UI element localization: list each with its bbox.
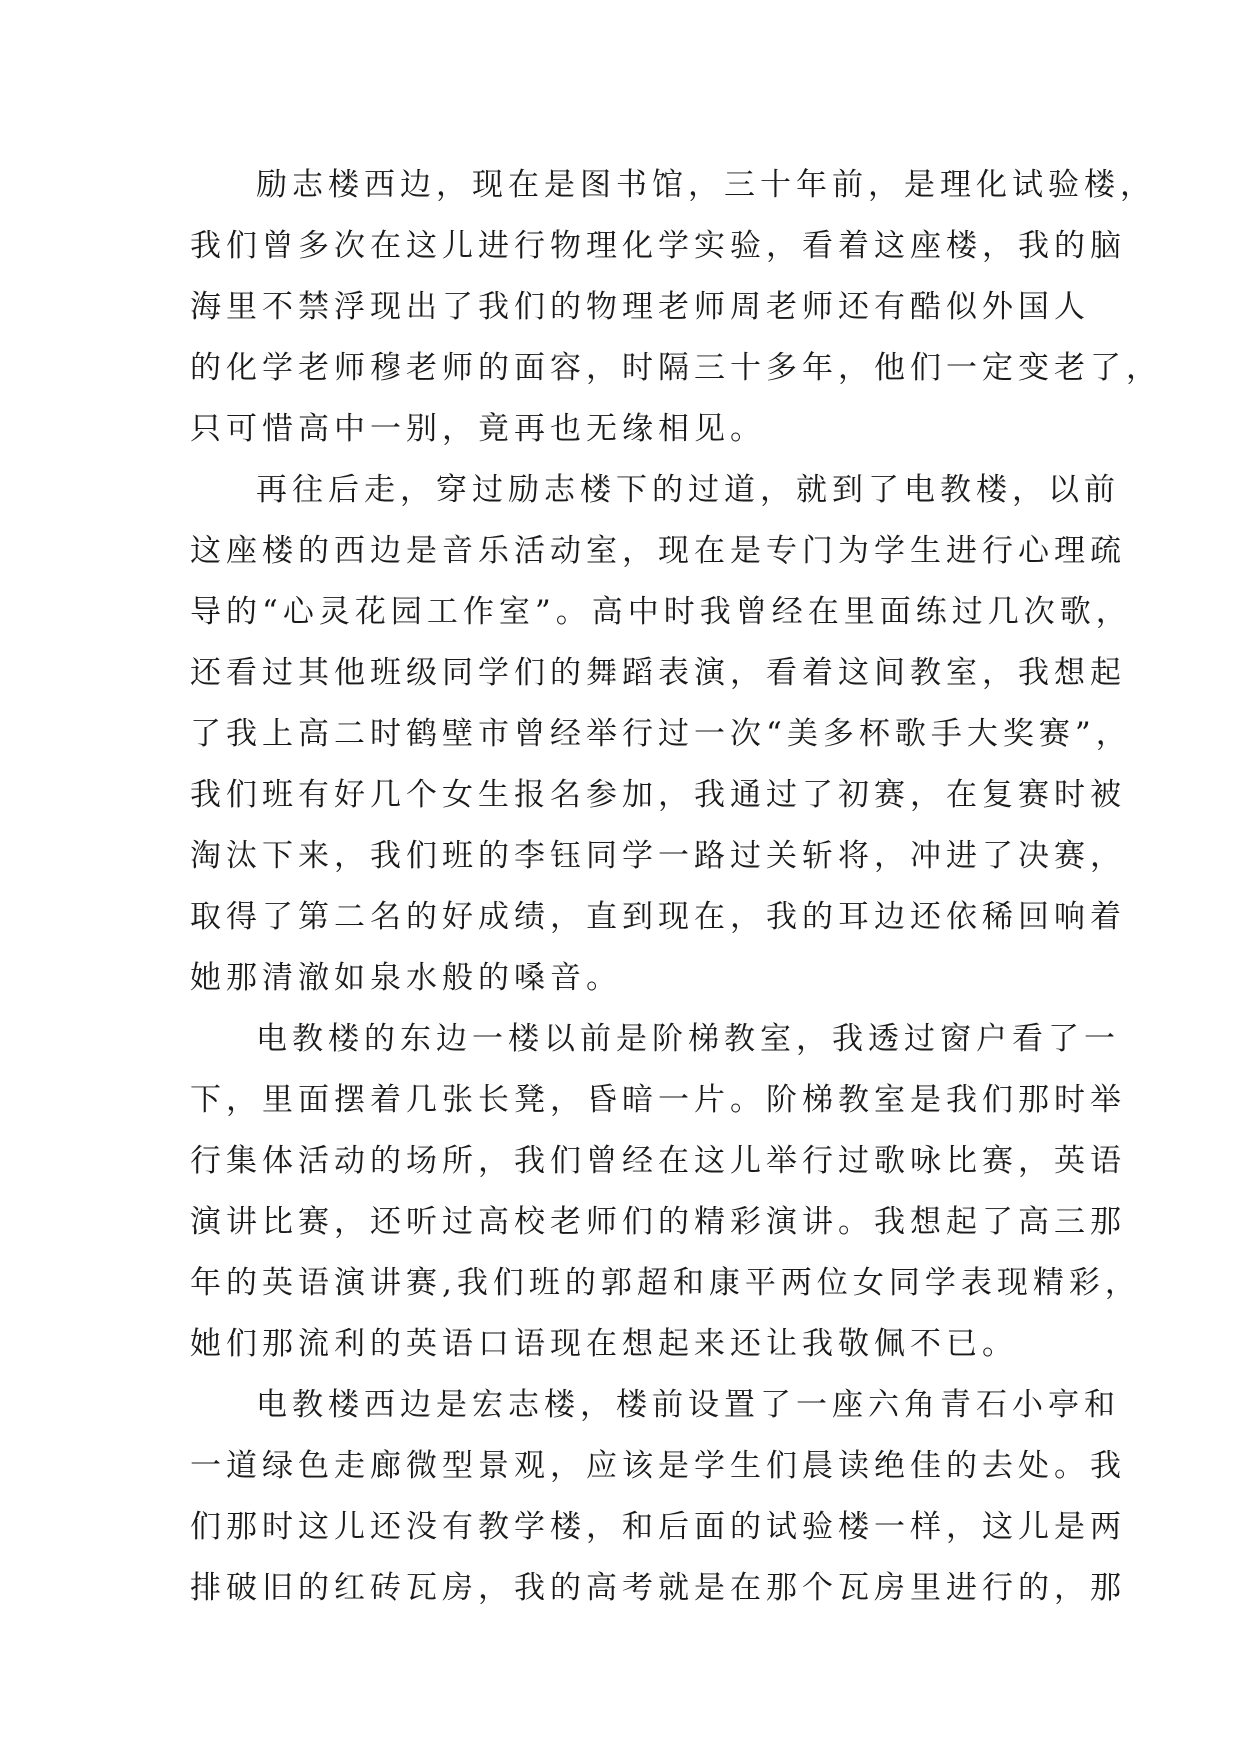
paragraph-3-line-6: 她们那流利的英语口语现在想起来还让我敬佩不已。 — [190, 1326, 1018, 1362]
paragraph-3-line-2: 下，里面摆着几张长凳，昏暗一片。阶梯教室是我们那时举 — [190, 1082, 1126, 1118]
paragraph-3-line-1: 电教楼的东边一楼以前是阶梯教室，我透过窗户看了一 — [256, 1021, 1120, 1057]
paragraph-1-line-1: 励志楼西边，现在是图书馆，三十年前，是理化试验楼， — [256, 167, 1156, 203]
paragraph-1-line-3: 海里不禁浮现出了我们的物理老师周老师还有酷似外国人 — [190, 289, 1090, 325]
paragraph-2-line-4: 还看过其他班级同学们的舞蹈表演，看着这间教室，我想起 — [190, 655, 1126, 691]
paragraph-2-line-7: 淘汰下来，我们班的李钰同学一路过关斩将，冲进了决赛， — [190, 838, 1126, 874]
paragraph-2-line-2: 这座楼的西边是音乐活动室，现在是专门为学生进行心理疏 — [190, 533, 1126, 569]
paragraph-2-line-3: 导的“心灵花园工作室”。高中时我曾经在里面练过几次歌， — [190, 594, 1132, 630]
paragraph-3-line-4: 演讲比赛，还听过高校老师们的精彩演讲。我想起了高三那 — [190, 1204, 1126, 1240]
body-text — [190, 155, 1162, 1619]
paragraph-3-line-3: 行集体活动的场所，我们曾经在这儿举行过歌咏比赛，英语 — [190, 1143, 1126, 1179]
paragraph-1-line-5: 只可惜高中一别，竟再也无缘相见。 — [190, 411, 766, 447]
paragraph-4-line-2: 一道绿色走廊微型景观，应该是学生们晨读绝佳的去处。我 — [190, 1448, 1126, 1484]
paragraph-1-line-2: 我们曾多次在这儿进行物理化学实验，看着这座楼，我的脑 — [190, 228, 1126, 264]
paragraph-4-line-1: 电教楼西边是宏志楼，楼前设置了一座六角青石小亭和 — [256, 1387, 1120, 1423]
paragraph-3-line-5: 年的英语演讲赛,我们班的郭超和康平两位女同学表现精彩， — [190, 1265, 1141, 1301]
paragraph-2-line-8: 取得了第二名的好成绩，直到现在，我的耳边还依稀回响着 — [190, 899, 1126, 935]
paragraph-4-line-3: 们那时这儿还没有教学楼，和后面的试验楼一样，这儿是两 — [190, 1509, 1126, 1545]
paragraph-4-line-4: 排破旧的红砖瓦房，我的高考就是在那个瓦房里进行的，那 — [190, 1570, 1126, 1606]
paragraph-2-line-5: 了我上高二时鹤壁市曾经举行过一次“美多杯歌手大奖赛”， — [190, 716, 1132, 752]
paragraph-2-line-9: 她那清澈如泉水般的嗓音。 — [190, 960, 622, 996]
paragraph-1-line-4: 的化学老师穆老师的面容，时隔三十多年，他们一定变老了， — [190, 350, 1162, 386]
paragraph-2-line-6: 我们班有好几个女生报名参加，我通过了初赛，在复赛时被 — [190, 777, 1126, 813]
paragraph-2-line-1: 再往后走，穿过励志楼下的过道，就到了电教楼，以前 — [256, 472, 1120, 508]
